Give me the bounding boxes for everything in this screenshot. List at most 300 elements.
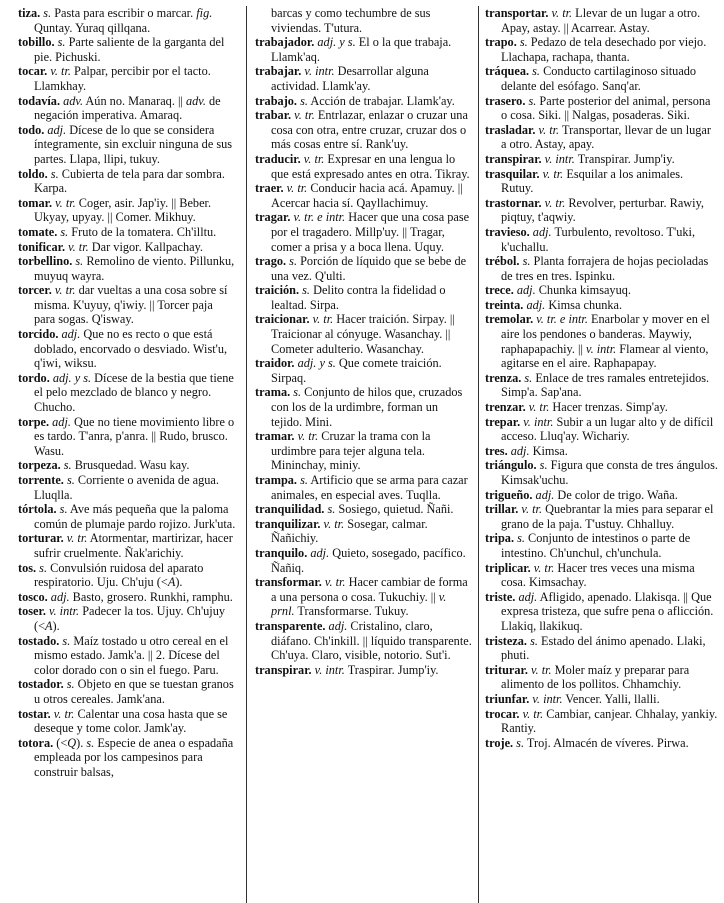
- dictionary-entry: [255, 210, 472, 254]
- entry-grammar-label: adj.: [325, 618, 348, 633]
- dictionary-entry: [18, 196, 236, 225]
- entry-headword: totora.: [18, 735, 54, 750]
- dictionary-entry: [18, 167, 236, 196]
- entry-grammar-label: v. tr.: [294, 429, 319, 444]
- entry-headword: tranquilidad.: [255, 502, 325, 517]
- entry-headword: trigueño.: [485, 487, 533, 502]
- entry-headword: tramar.: [255, 429, 295, 444]
- entry-grammar-label: v. tr.: [52, 195, 76, 210]
- entry-text: Hacer cambiar de forma a una persona o cosa. Tukuchiy. ||: [271, 575, 468, 604]
- column-left: [18, 6, 246, 903]
- entry-text: Llevar de un lugar a otro. Apay, astay. || Acarrear. Astay.: [501, 6, 701, 35]
- entry-text: Calentar una cosa hasta que se deseque y tome color. Jamk'ay.: [34, 706, 228, 736]
- entry-grammar-label: v. tr.: [527, 662, 552, 677]
- entry-text: Turbulento, revoltoso. T'uki, k'uchallu.: [501, 224, 696, 254]
- entry-text: de negación imperativa. Amaraq.: [34, 93, 221, 123]
- entry-headword: troje.: [485, 735, 514, 750]
- entry-headword: toldo.: [18, 166, 48, 181]
- entry-headword: tostador.: [18, 677, 64, 692]
- entry-grammar-label: adv.: [60, 93, 84, 108]
- entry-headword: trenzar.: [485, 400, 526, 415]
- entry-grammar-label: s.: [290, 385, 302, 400]
- entry-text: Corriente o avenida de agua. Lluqlla.: [34, 473, 219, 502]
- entry-headword: tocar.: [18, 64, 48, 79]
- dictionary-entry: [485, 225, 718, 254]
- entry-text: Convulsión ruidosa del aparato respiratorio. Uju. Ch'uju (<: [34, 560, 204, 590]
- entry-text: ).: [52, 618, 60, 633]
- entry-headword: trasero.: [485, 93, 526, 108]
- entry-headword: tos.: [18, 560, 37, 575]
- entry-grammar-label: adj. y s.: [294, 356, 336, 371]
- entry-headword: tranquilizar.: [255, 516, 321, 531]
- entry-headword: traducir.: [255, 151, 301, 166]
- dictionary-entry: [18, 590, 236, 605]
- entry-text: Revolver, perturbar. Rawiy, piqtuy, t'aqwiy.: [501, 195, 704, 225]
- entry-text: Pedazo de tela desechado por viejo. Llachapa, rachapa, thanta.: [501, 35, 707, 64]
- entry-text: Vencer. Yalli, llalli.: [562, 691, 660, 706]
- entry-text: Hacer trenzas. Simp'ay.: [549, 400, 668, 415]
- entry-grammar-label: s.: [521, 370, 533, 385]
- dictionary-entry: [18, 634, 236, 678]
- entry-grammar-label: s.: [63, 677, 75, 692]
- entry-headword: trabajador.: [255, 35, 315, 50]
- entry-grammar-label: s.: [536, 458, 548, 473]
- entry-grammar-label: s.: [60, 458, 72, 473]
- dictionary-entry: [18, 736, 236, 780]
- entry-text: Kimsa.: [529, 443, 568, 458]
- dictionary-entry: [485, 123, 718, 152]
- entry-text: Maíz tostado u otro cereal en el mismo estado. Jamk'a. || 2. Dícese del color dorado con o sin el fuego. Paru.: [34, 633, 229, 677]
- dictionary-entry: [255, 94, 472, 109]
- entry-text: Cristalino, claro, diáfano. Ch'inkill. || líquido transparente. Ch'uya. Claro, visible, notorio. Sut'i.: [271, 618, 472, 663]
- entry-grammar-label: v. tr.: [47, 64, 71, 79]
- entry-headword: trece.: [485, 283, 514, 298]
- dictionary-entry: [255, 152, 472, 181]
- entry-grammar-label: A: [167, 575, 176, 590]
- entry-text: El o la que trabaja. Llamk'aq.: [271, 35, 452, 64]
- entry-grammar-label: adj.: [515, 589, 538, 604]
- dictionary-entry: [255, 64, 472, 93]
- entry-text: Troj. Almacén de víveres. Pirwa.: [524, 735, 689, 750]
- entry-text: Delito contra la fidelidad o lealtad. Sirpa.: [271, 283, 446, 312]
- dictionary-entry: [255, 181, 472, 210]
- entry-text: Cruzar la trama con la urdimbre para tejer alguna tela. Mininchay, miniy.: [271, 429, 431, 473]
- entry-text: Transpirar. Jump'iy.: [574, 151, 675, 166]
- dictionary-entry: [485, 458, 718, 487]
- entry-text: Moler maíz y preparar para alimento de los pollitos. Chhamchiy.: [501, 662, 690, 692]
- dictionary-entry: [485, 196, 718, 225]
- entry-grammar-label: v. tr.: [309, 312, 334, 327]
- entry-headword: trastornar.: [485, 195, 542, 210]
- dictionary-entry: [255, 663, 472, 678]
- entry-text: Objeto en que se tuestan granos u otros cereales. Jamk'ana.: [34, 677, 234, 706]
- entry-grammar-label: v. tr.: [539, 166, 564, 181]
- entry-headword: travieso.: [485, 224, 530, 239]
- entry-grammar-label: v. intr.: [586, 341, 617, 356]
- entry-text: Dícese de la bestia que tiene el pelo mezclado de blanco y negro. Chucho.: [34, 370, 234, 415]
- entry-text: Hacer traición. Sirpay. || Traicionar al cónyuge. Wasanchay. || Cometer adulterio. Wasanchay.: [271, 312, 455, 356]
- entry-grammar-label: v. intr.: [311, 662, 345, 677]
- dictionary-entry: [485, 692, 718, 707]
- entry-grammar-label: v. tr. e intr.: [290, 210, 346, 225]
- dictionary-entry: [485, 531, 718, 560]
- entry-text: Enlace de tres ramales entretejidos. Simp'a. Sap'ana.: [501, 370, 710, 400]
- entry-grammar-label: v. tr.: [548, 6, 573, 20]
- dictionary-entry: [485, 561, 718, 590]
- entry-grammar-label: v. prnl.: [271, 589, 447, 619]
- entry-grammar-label: s.: [297, 93, 308, 108]
- entry-grammar-label: s.: [63, 473, 75, 487]
- entry-text: ).: [76, 735, 87, 750]
- entry-text: Conjunto de hilos que, cruzados con los de la urdimbre, forman un tejido. Mini.: [271, 385, 463, 429]
- dictionary-entry: [485, 415, 718, 444]
- entry-headword: trenza.: [485, 370, 522, 385]
- entry-grammar-label: v. tr.: [535, 122, 560, 137]
- entry-headword: trabajo.: [255, 93, 298, 108]
- entry-grammar-label: adj.: [532, 487, 555, 502]
- entry-headword: traición.: [255, 283, 300, 298]
- dictionary-entry: [18, 64, 236, 93]
- entry-grammar-label: fig.: [196, 6, 213, 20]
- entry-headword: toser.: [18, 604, 46, 619]
- entry-grammar-label: v. intr.: [520, 414, 554, 429]
- entry-headword: trillar.: [485, 502, 519, 517]
- entry-headword: trasladar.: [485, 122, 536, 137]
- entry-text: Estado del ánimo apenado. Llaki, phuti.: [501, 633, 706, 663]
- entry-grammar-label: s.: [86, 735, 95, 750]
- dictionary-entry: [18, 240, 236, 255]
- entry-headword: tres.: [485, 443, 508, 458]
- entry-headword: tobillo.: [18, 35, 55, 50]
- entry-headword: trasquilar.: [485, 166, 540, 181]
- dictionary-entry: [255, 108, 472, 152]
- entry-text: (<: [53, 735, 68, 750]
- dictionary-entry: [485, 94, 718, 123]
- entry-headword: trapo.: [485, 35, 517, 50]
- entry-grammar-label: s.: [299, 283, 310, 298]
- entry-text: Que no es recto o que está doblado, encorvado o desviado. Wist'u, q'iwi, wiksu.: [34, 327, 228, 371]
- dictionary-entry: [18, 123, 236, 167]
- dictionary-entry: [255, 546, 472, 575]
- entry-headword: torturar.: [18, 531, 64, 546]
- entry-text: ).: [175, 575, 183, 590]
- dictionary-entry: [18, 561, 236, 590]
- dictionary-entry: [18, 502, 236, 531]
- entry-headword: trago.: [255, 254, 287, 269]
- entry-grammar-label: s.: [519, 254, 531, 269]
- entry-text: Basto, grosero. Runkhi, ramphu.: [69, 589, 233, 604]
- dictionary-entry: [255, 619, 472, 663]
- entry-headword: todavía.: [18, 93, 61, 108]
- entry-text: Hacer que una cosa pase por el tragadero. Millp'uy. || Tragar, comer a prisa y a boca llena. Uquy.: [271, 210, 470, 254]
- entry-grammar-label: adj.: [507, 443, 530, 458]
- entry-headword: tosco.: [18, 589, 48, 604]
- dictionary-entry: [18, 371, 236, 415]
- entry-text: Quebrantar la mies para separar el grano de la paja. T'ustuy. Chhalluy.: [501, 502, 714, 531]
- dictionary-entry: [255, 429, 472, 473]
- dictionary-entry: [485, 371, 718, 400]
- entry-headword: trabar.: [255, 108, 292, 123]
- entry-grammar-label: adj.: [58, 327, 81, 342]
- entry-grammar-label: v. tr.: [321, 575, 346, 590]
- entry-text: Hacer tres veces una misma cosa. Kimsachay.: [501, 560, 695, 590]
- dictionary-entry: [255, 575, 472, 619]
- dictionary-entry: [485, 6, 718, 35]
- entry-grammar-label: v. tr.: [518, 502, 543, 517]
- entry-text: Parte posterior del animal, persona o cosa. Siki. || Nalgas, posaderas. Siki.: [501, 93, 711, 123]
- entry-grammar-label: v. tr.: [525, 400, 550, 415]
- entry-grammar-label: v. tr.: [51, 283, 76, 298]
- entry-headword: torcido.: [18, 327, 59, 342]
- entry-headword: tomar.: [18, 195, 53, 210]
- entry-headword: trocar.: [485, 706, 520, 721]
- dictionary-entry: [485, 707, 718, 736]
- dictionary-entry: [255, 356, 472, 385]
- dictionary-entry: [485, 634, 718, 663]
- entry-headword: tordo.: [18, 370, 50, 385]
- entry-headword: tonificar.: [18, 239, 66, 254]
- dictionary-entry: [485, 736, 718, 751]
- entry-text: Kimsa chunka.: [545, 297, 623, 312]
- entry-headword: trébol.: [485, 254, 520, 269]
- entry-text: Pasta para escribir o marcar.: [51, 6, 197, 20]
- entry-grammar-label: v. tr.: [50, 706, 75, 721]
- entry-text: Conducir hacia acá. Apamuy. || Acercar hacia sí. Qayllachimuy.: [271, 181, 463, 210]
- dictionary-entry: [18, 604, 236, 633]
- entry-grammar-label: s.: [54, 35, 66, 50]
- entry-headword: tomate.: [18, 224, 58, 239]
- entry-text: Sosegar, calmar. Ñañichiy.: [271, 516, 428, 546]
- dictionary-entry: [485, 502, 718, 531]
- entry-headword: tórtola.: [18, 502, 57, 517]
- entry-text: Desarrollar alguna actividad. Llamk'ay.: [271, 64, 429, 93]
- entry-headword: torrente.: [18, 473, 64, 487]
- entry-grammar-label: v. intr.: [45, 604, 80, 619]
- entry-text: Subir a un lugar alto y de difícil acceso. Lluq'ay. Wichariy.: [501, 414, 714, 444]
- entry-grammar-label: v. tr.: [519, 706, 544, 721]
- entry-grammar-label: s.: [36, 560, 48, 575]
- entry-grammar-label: v. intr.: [529, 691, 563, 706]
- entry-grammar-label: v. tr.: [63, 531, 88, 546]
- entry-text: Atormentar, martirizar, hacer sufrir cruelmente. Ñak'arichiy.: [34, 531, 233, 560]
- entry-headword: trampa.: [255, 473, 298, 487]
- entry-text: Figura que consta de tres ángulos. Kimsak'uchu.: [501, 458, 718, 487]
- dictionary-entry: [18, 327, 236, 371]
- dictionary-entry: [485, 283, 718, 298]
- entry-text: Padecer la tos. Ujuy. Ch'ujuy (<: [34, 604, 226, 633]
- dictionary-entry: [18, 254, 236, 283]
- entry-headword: transparente.: [255, 618, 326, 633]
- entry-grammar-label: s.: [514, 531, 525, 546]
- entry-text: Especie de anea o espadaña empleada por los campesinos para construir balsas,: [34, 735, 234, 779]
- entry-headword: torcer.: [18, 283, 52, 298]
- entry-grammar-label: s.: [47, 166, 59, 181]
- entry-text: dar vueltas a una cosa sobre sí misma. K'uyuy, q'iwiy. || Torcer paja para sogas. Q'isway.: [34, 283, 228, 327]
- dictionary-entry: [18, 458, 236, 473]
- entry-headword: tostado.: [18, 633, 60, 648]
- entry-headword: torpeza.: [18, 458, 61, 473]
- entry-text: Transformarse. Tukuy.: [294, 604, 409, 619]
- entry-text: Parte saliente de la garganta del pie. Pichuski.: [34, 35, 225, 64]
- entry-grammar-label: adj.: [513, 283, 536, 298]
- entry-headword: todo.: [18, 122, 45, 137]
- dictionary-entry: [18, 531, 236, 560]
- entry-text: Sosiego, quietud. Ñañi.: [335, 502, 454, 517]
- entry-headword: triplicar.: [485, 560, 531, 575]
- entry-grammar-label: adj. y s.: [314, 35, 356, 50]
- dictionary-entry-continued: [255, 6, 472, 35]
- entry-text: Artificio que se arma para cazar animales, en especial aves. Tuqlla.: [271, 473, 468, 502]
- dictionary-entry: [485, 663, 718, 692]
- entry-grammar-label: s.: [324, 502, 336, 517]
- entry-headword: tremolar.: [485, 312, 534, 327]
- dictionary-entry: [485, 400, 718, 415]
- entry-text: barcas y como techumbre de sus viviendas. T'utura.: [271, 6, 431, 35]
- entry-headword: torbellino.: [18, 254, 73, 269]
- entry-text: Cubierta de tela para dar sombra. Karpa.: [34, 166, 225, 196]
- entry-grammar-label: adj.: [523, 297, 546, 312]
- entry-headword: torpe.: [18, 414, 50, 429]
- dictionary-entry: [485, 152, 718, 167]
- entry-grammar-label: s.: [40, 6, 52, 20]
- entry-headword: tristeza.: [485, 633, 527, 648]
- entry-text: Quieto, sosegado, pacífico. Ñañiq.: [271, 545, 466, 575]
- dictionary-entry: [255, 35, 472, 64]
- entry-text: Acción de trabajar. Llamk'ay.: [307, 93, 455, 108]
- entry-grammar-label: s.: [297, 473, 308, 487]
- dictionary-entry: [255, 473, 472, 502]
- dictionary-entry: [485, 167, 718, 196]
- entry-headword: transpirar.: [485, 151, 542, 166]
- entry-grammar-label: v. tr.: [65, 239, 89, 254]
- entry-text: Expresar en una lengua lo que está expresado antes en otra. Tikray.: [271, 151, 470, 181]
- entry-text: Conducto cartilaginoso situado delante del esófago. Sanq'ar.: [501, 64, 697, 93]
- dictionary-entry: [18, 225, 236, 240]
- dictionary-entry: [18, 35, 236, 64]
- entry-grammar-label: v. tr.: [291, 108, 315, 123]
- entry-text: Que comete traición. Sirpaq.: [271, 356, 442, 385]
- entry-headword: tragar.: [255, 210, 291, 225]
- entry-text: Cambiar, canjear. Chhalay, yankiy. Rantiy.: [501, 706, 718, 736]
- entry-headword: traicionar.: [255, 312, 310, 327]
- entry-headword: treinta.: [485, 297, 524, 312]
- entry-grammar-label: s.: [286, 254, 298, 269]
- entry-headword: tráquea.: [485, 64, 530, 79]
- entry-grammar-label: adj. y s.: [49, 370, 92, 385]
- entry-text: Esquilar a los animales. Rutuy.: [501, 166, 684, 196]
- dictionary-entry: [18, 94, 236, 123]
- entry-grammar-label: Q: [67, 735, 77, 750]
- entry-headword: trepar.: [485, 414, 521, 429]
- entry-headword: triunfar.: [485, 691, 530, 706]
- entry-headword: traidor.: [255, 356, 295, 371]
- entry-grammar-label: v. tr. e intr.: [533, 312, 588, 327]
- dictionary-entry: [18, 707, 236, 736]
- entry-text: Enarbolar y mover en el aire los pendones o banderas. Maywiy, raphapapachiy. ||: [501, 312, 710, 356]
- entry-grammar-label: v. tr.: [300, 151, 325, 166]
- entry-grammar-label: s.: [57, 224, 69, 239]
- entry-headword: tranquilo.: [255, 545, 308, 560]
- entry-headword: traer.: [255, 181, 284, 196]
- entry-text: Planta forrajera de hojas pecioladas de tres en tres. Ispinku.: [501, 254, 709, 283]
- column-right: [478, 6, 718, 903]
- entry-grammar-label: s.: [56, 502, 68, 517]
- entry-text: De color de trigo. Waña.: [554, 487, 678, 502]
- dictionary-entry: [485, 488, 718, 503]
- entry-grammar-label: s.: [525, 93, 537, 108]
- entry-grammar-label: s.: [59, 633, 71, 648]
- dictionary-entry: [485, 298, 718, 313]
- entry-headword: transportar.: [485, 6, 549, 20]
- entry-text: Porción de líquido que se bebe de una vez. Q'ulti.: [271, 254, 467, 283]
- entry-grammar-label: adj.: [49, 414, 71, 429]
- entry-grammar-label: v. intr.: [301, 64, 335, 79]
- entry-text: Quntay. Yuraq qillqana.: [34, 20, 151, 35]
- entry-headword: transformar.: [255, 575, 322, 590]
- dictionary-entry: [255, 502, 472, 517]
- entry-headword: tripa.: [485, 531, 515, 546]
- entry-headword: trama.: [255, 385, 291, 400]
- entry-grammar-label: s.: [529, 64, 540, 79]
- dictionary-entry: [255, 254, 472, 283]
- entry-grammar-label: s.: [72, 254, 84, 269]
- entry-grammar-label: adj.: [529, 224, 552, 239]
- entry-text: Dar vigor. Kallpachay.: [88, 239, 203, 254]
- entry-headword: transpirar.: [255, 662, 312, 677]
- entry-text: Dícese de lo que se considera íntegramente, sin excluir ninguna de sus partes. Llapa, llipi, tukuy.: [34, 122, 233, 166]
- dictionary-entry: [485, 312, 718, 370]
- column-middle: [246, 6, 478, 903]
- entry-grammar-label: v. tr.: [541, 195, 566, 210]
- entry-headword: triturar.: [485, 662, 528, 677]
- entry-text: Fruto de la tomatera. Ch'illtu.: [68, 224, 217, 239]
- dictionary-entry: [18, 473, 236, 502]
- entry-text: Transportar, llevar de un lugar a otro. Astay, apay.: [501, 122, 711, 152]
- entry-headword: trabajar.: [255, 64, 302, 79]
- entry-grammar-label: v. tr.: [283, 181, 308, 196]
- entry-grammar-label: s.: [513, 735, 525, 750]
- entry-headword: triste.: [485, 589, 516, 604]
- dictionary-entry: [255, 385, 472, 429]
- entry-grammar-label: adj.: [44, 122, 67, 137]
- entry-text: Que no tiene movimiento libre o es tardo. T'anra, p'anra. || Rudo, brusco. Wasu.: [34, 414, 235, 458]
- entry-text: Aún no. Manaraq. ||: [83, 93, 186, 108]
- entry-text: Coger, asir. Jap'iy. || Beber. Ukyay, upyay. || Comer. Mikhuy.: [34, 195, 212, 225]
- entry-text: Palpar, percibir por el tacto. Llamkhay.: [34, 64, 211, 93]
- entry-text: Conjunto de intestinos o parte de intestino. Ch'unchul, ch'unchula.: [501, 531, 691, 560]
- entry-grammar-label: s.: [527, 633, 538, 648]
- dictionary-entry: [485, 590, 718, 634]
- entry-grammar-label: v. tr.: [320, 516, 345, 531]
- entry-headword: tiza.: [18, 6, 41, 20]
- entry-grammar-label: v. intr.: [541, 151, 575, 166]
- entry-grammar-label: adj.: [47, 589, 70, 604]
- entry-text: Afligido, apenado. Llakisqa. || Que expresa tristeza, que sufre pena o aflicción. Llakiq, llakikuq.: [501, 589, 714, 633]
- entry-headword: tostar.: [18, 706, 51, 721]
- entry-headword: triángulo.: [485, 458, 537, 473]
- dictionary-entry: [18, 283, 236, 327]
- dictionary-entry: [255, 312, 472, 356]
- entry-text: Entrlazar, enlazar o cruzar una cosa con otra, entre cruzar, cruzar dos o más cosas entre sí. Rank'uy.: [271, 108, 468, 152]
- dictionary-entry: [255, 283, 472, 312]
- entry-text: Brusquedad. Wasu kay.: [71, 458, 190, 473]
- entry-text: Ave más pequeña que la paloma común de plumaje pardo rojizo. Jurk'uta.: [34, 502, 236, 531]
- entry-grammar-label: adj.: [307, 545, 330, 560]
- dictionary-entry: [18, 415, 236, 459]
- entry-grammar-label: v. tr.: [530, 560, 555, 575]
- dictionary-entry: [18, 6, 236, 35]
- dictionary-entry: [485, 64, 718, 93]
